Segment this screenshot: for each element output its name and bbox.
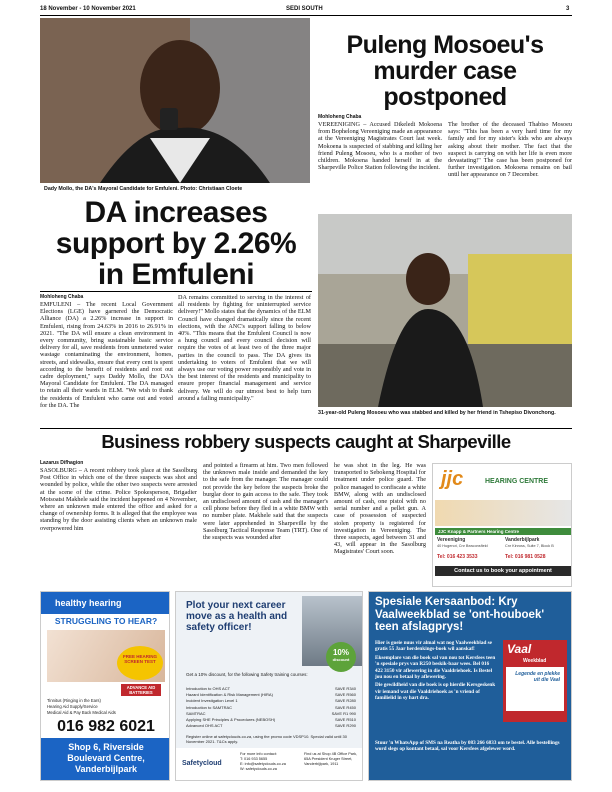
da-byline: Mohloheng Chaba xyxy=(40,294,84,300)
jjc-tagline: HEARING CENTRE xyxy=(485,478,549,485)
hh-address-3: Vanderbijlpark xyxy=(74,764,138,774)
safety-contact-web[interactable]: W: safetyclouds.co.za xyxy=(240,767,277,771)
safety-course-price: SAVE R510 xyxy=(334,717,356,723)
robbery-body-col1 xyxy=(40,467,197,587)
vaal-p3: Die gewildheid van die boek is op hierdie Kersgeskenk vir iemand wat die Vaaldriehoek as 'n vriend of familielid in sy hart dra. xyxy=(375,682,496,702)
safety-course-price: SAVE R280 xyxy=(334,698,356,704)
safety-course-price: SAVE R290 xyxy=(334,723,356,729)
puleng-col2-text: The brother of the deceased Thabiso Mosoeu says: "This has been a very hard time for my family and for my sister's kids who are always asking about their mother. The fact that the suspect is carrying on with her life is even more devastating!" The case has been postponed for further investigation. Mokoena remains on bail until her appearance on 7 December. xyxy=(448,121,572,179)
safety-footer xyxy=(176,748,363,781)
hh-batteries-badge: ADVANCE AID BATTERIES xyxy=(121,684,161,696)
hh-address-2: Boulevard Centre, xyxy=(67,753,145,763)
safety-course-price: SAVE R340 xyxy=(334,686,356,691)
safety-badge-text: discount xyxy=(332,657,350,662)
vaal-book-title: Vaal xyxy=(507,642,532,656)
jjc-subtitle: JJC Knapp & Partners Hearing Centre xyxy=(435,528,571,535)
folio-date: 18 November - 10 November 2021 xyxy=(40,6,136,12)
vaal-body xyxy=(375,640,497,702)
puleng-col1-text: VEREENIGING – Accused Dikeledi Mokoena from Bophelong Vereeniging made an appearance at the Vereeniging Magistrates Court last week. Mokoena is suspected of stabbing and killing her friend Puleng Mosoeu, who is a mother of two children. Mokoena handed herself in at the Sharpeville Police Station following the incident. xyxy=(318,121,442,172)
da-body-col1 xyxy=(40,301,173,449)
hh-address xyxy=(41,738,170,781)
hh-address-1: Shop 6, Riverside xyxy=(68,742,144,752)
safety-course-price: SAVE R450 xyxy=(334,704,356,710)
ad-safety[interactable] xyxy=(175,591,363,781)
robbery-body-col2 xyxy=(203,462,328,587)
jjc-loc2-addr: Cnr Kinross, Suite 7, Block B xyxy=(505,544,554,548)
jjc-loc2-tel[interactable]: Tel: 016 981 0528 xyxy=(505,554,546,560)
vaal-p2: Eksemplare van die boek sal van nou tot Kersfees teen 'n spesiale prys van R250 beskik-baar wees. Bel 016 422 3150 vir aflewering in die Vaaldriehoek. Is Bestel jou nou en betaal by aflewering. xyxy=(375,654,496,681)
ad-hearing-centre[interactable] xyxy=(432,463,572,587)
jjc-loc1: Vereeniging xyxy=(437,537,466,543)
hh-bullet-2: Hearing Aid Supply/Service xyxy=(47,704,98,709)
hh-headline: STRUGGLING TO HEAR? xyxy=(54,616,158,626)
safety-contact-phone[interactable]: T: 016 933 5655 xyxy=(240,757,268,761)
safety-course-name: Applying SHE Principles & Procedures (NEBOSH) xyxy=(186,717,276,723)
safety-register[interactable]: Register online at safetyclouds.co.za, using the promo code VDSP10. Special valid until 30 November 2021. T&Cs apply. xyxy=(186,734,347,744)
robbery-col2-text: and pointed a firearm at him. Two men followed the unknown male inside and demanded the key to the safe from the manager. The manager could not provide the key before the suspects broke the burglar door to gain access to the safe. They took an undisclosed amount of cash and the manager's cell phone before they fled in a white BMW with no number plate. Makhele said that the suspects were later apprehended in Sharpeville by the Sasolburg Tactical Response Team (TRT). One of the suspects was wounded after xyxy=(203,462,328,542)
da-col2-text: DA remains committed to serving in the interest of all residents by fighting for uninterrupted service delivery!" Mollo states that the dynamics of the ELM Council have changed dramatically since the recent elections, with the ANC's support falling to below 40%. "This means that the Emfuleni Council is now a hung council and every council decision will require the votes of at least two of the three major parties in the council to pass. The DA gives its undertaking to voters of Emfuleni that we will always use our voting power responsibly and vote in the best interest of the residents and municipality to ensure proper financial management and service delivery. We will do our utmost best to help turn around a failing municipality." xyxy=(178,294,311,402)
robbery-top-rule xyxy=(40,428,572,429)
safety-brand: Safetycloud xyxy=(182,760,222,767)
hh-bullets xyxy=(47,698,165,716)
safety-course-name: Incident Investigation Level 1 xyxy=(186,698,238,704)
safety-contact xyxy=(240,752,300,772)
safety-course-name: Introduction to OHS ACT xyxy=(186,686,231,691)
vaal-book-sub: Weekblad xyxy=(523,658,547,664)
hh-bullet-1: Tinnitus (Ringing in the Ears) xyxy=(47,698,101,703)
puleng-photo xyxy=(318,214,572,407)
robbery-byline: Lazarus Difhagion xyxy=(40,460,84,466)
safety-contact-email[interactable]: E: info@safetyclouds.co.za xyxy=(240,762,286,766)
safety-course-name: Hazard Identification & Risk Management (HIRA) xyxy=(186,692,273,698)
vaal-book-caption: Legende en plekke uit die Vaal xyxy=(506,667,564,711)
safety-course-list xyxy=(186,686,356,729)
puleng-body-col2 xyxy=(448,121,572,209)
safety-address: Find us at Shop 4B Office Park, 65A President Kruger Street, Vanderbijlpark, 1911 xyxy=(304,752,358,766)
hh-brand: healthy hearing xyxy=(41,592,170,614)
ad-healthy-hearing[interactable] xyxy=(40,591,170,781)
da-col1-text: EMFULENI – The recent Local Government Elections (LGE) have garnered the Democratic Alliance (DA) a 2.26% increase in support in Emfuleni, rising from 24.63% in 2016 to 26.91% in 2021. "The DA will ensure a clean environment in every community, bring sustainable basic service delivery for all, save residents from unmetered water wastage contaminating the environment, homes, streets, and sidewalks, ensure that every cent is spent according to the benefit of residents and root out cadre deployment," says Daddy Mollo, the DA's Mayoral Candidate for Emfuleni. The DA managed to retain all their wards in ELM. "We wish to thank the residents of Emfuleni who came out and voted for the DA. The xyxy=(40,301,173,409)
safety-course-name: Introduction to SAMTRAC xyxy=(186,704,233,710)
safety-course-price: SAVE R560 xyxy=(334,692,356,698)
puleng-body-col1 xyxy=(318,121,442,209)
puleng-photo-caption: 31-year-old Puleng Mosoeu who was stabbed and killed by her friend in Tshepiso Divonchong. xyxy=(318,410,556,416)
safety-discount-badge xyxy=(326,642,356,672)
vaal-headline: Spesiale Kersaanbod: Kry Vaalweekblad se 'ont-houboek' teen afslagprys! xyxy=(375,596,545,633)
ad-vaal[interactable] xyxy=(368,591,572,781)
jjc-loc1-addr: 40 Hugenot, Cnr Beaconsfield xyxy=(437,544,488,548)
robbery-col1-text: SASOLBURG – A recent robbery took place at the Sasolburg Post Office in which one of the three suspects was shot and wounded by police, while the other two suspects were arrested at the scene of the crime. Police Spokesperson, Brigadier Motsoatsi Makhele said the incident happened on 4 November, where an unknown male entered the office and asked for a change of ownership forms. It is alleged that the employee was standing by the door assisting clients when an unknown male overpowered him xyxy=(40,467,197,532)
folio-paper: SEDI SOUTH xyxy=(286,6,323,12)
hh-phone[interactable]: 016 982 6021 xyxy=(57,718,155,735)
hh-free-test-badge: FREE HEARING SCREEN TEST xyxy=(117,646,163,680)
jjc-logo: jjc xyxy=(441,468,464,490)
da-headline-rule xyxy=(40,291,312,292)
safety-course-price: SAVE R1 990 xyxy=(331,710,356,716)
da-headline: DA increases support by 2.26% in Emfuleni xyxy=(55,196,297,291)
safety-headline: Plot your next career move as a health and safety officer! xyxy=(186,600,288,633)
puleng-byline: Mohloheng Chaba xyxy=(318,114,362,120)
da-candidate-photo xyxy=(40,18,310,183)
da-body-col2 xyxy=(178,294,311,449)
robbery-headline: Business robbery suspects caught at Sharpeville xyxy=(101,431,511,452)
puleng-headline: Puleng Mosoeu's murder case postponed xyxy=(346,31,544,111)
vaal-book-cover xyxy=(503,640,567,722)
robbery-col3-text: he was shot in the leg. He was transported to Sebokeng Hospital for treatment under police guard. The police managed to confiscate a white BMW, along with an undisclosed amount of cash, one pistol with no serial number and a pellet gun. A case of possession of suspected stolen property is registered for investigation in Vereeniging. The three suspects, aged between 31 and 43, will appear in the Sasolburg Magistrates' Court soon. xyxy=(334,462,426,556)
folio-page: 3 xyxy=(566,6,570,12)
safety-course-row xyxy=(186,723,356,729)
top-rule xyxy=(40,15,572,16)
safety-badge-pct: 10% xyxy=(332,648,349,657)
safety-course-name: Advanced OHS ACT xyxy=(186,723,223,729)
vaal-p1: Hier is goeie nuus vir almal wat nog Vaalweekblad se gratis 55 Jaar herdenkings-boek wil aanskaf! xyxy=(375,640,492,653)
hh-bullet-3: Medical Aid & Pay Back Medical Aids xyxy=(47,710,116,715)
jjc-book-button[interactable]: Contact us to book your appointment xyxy=(435,566,571,576)
da-photo-caption: Dady Mollo, the DA's Mayoral Candidate for Emfuleni. Photo: Christiaan Cloete xyxy=(44,186,243,192)
safety-offer: Get a 10% discount, for the following Safety training courses: xyxy=(186,672,308,677)
vaal-p4: Stuur 'n WhatsApp of SMS na Reatha by 083 266 6833 om te bestel. Alle bestellings word slegs op kontant betaal, sal voor Kersfees afgelewer word. xyxy=(375,740,560,753)
robbery-body-col3 xyxy=(334,462,426,587)
safety-course-name: SAMTRAC xyxy=(186,710,206,716)
jjc-loc1-tel[interactable]: Tel: 016 423 3533 xyxy=(437,554,478,560)
jjc-banner-image xyxy=(435,500,571,526)
safety-contact-title: For more info contact: xyxy=(240,752,277,756)
jjc-loc2: Vanderbijlpark xyxy=(505,537,540,543)
